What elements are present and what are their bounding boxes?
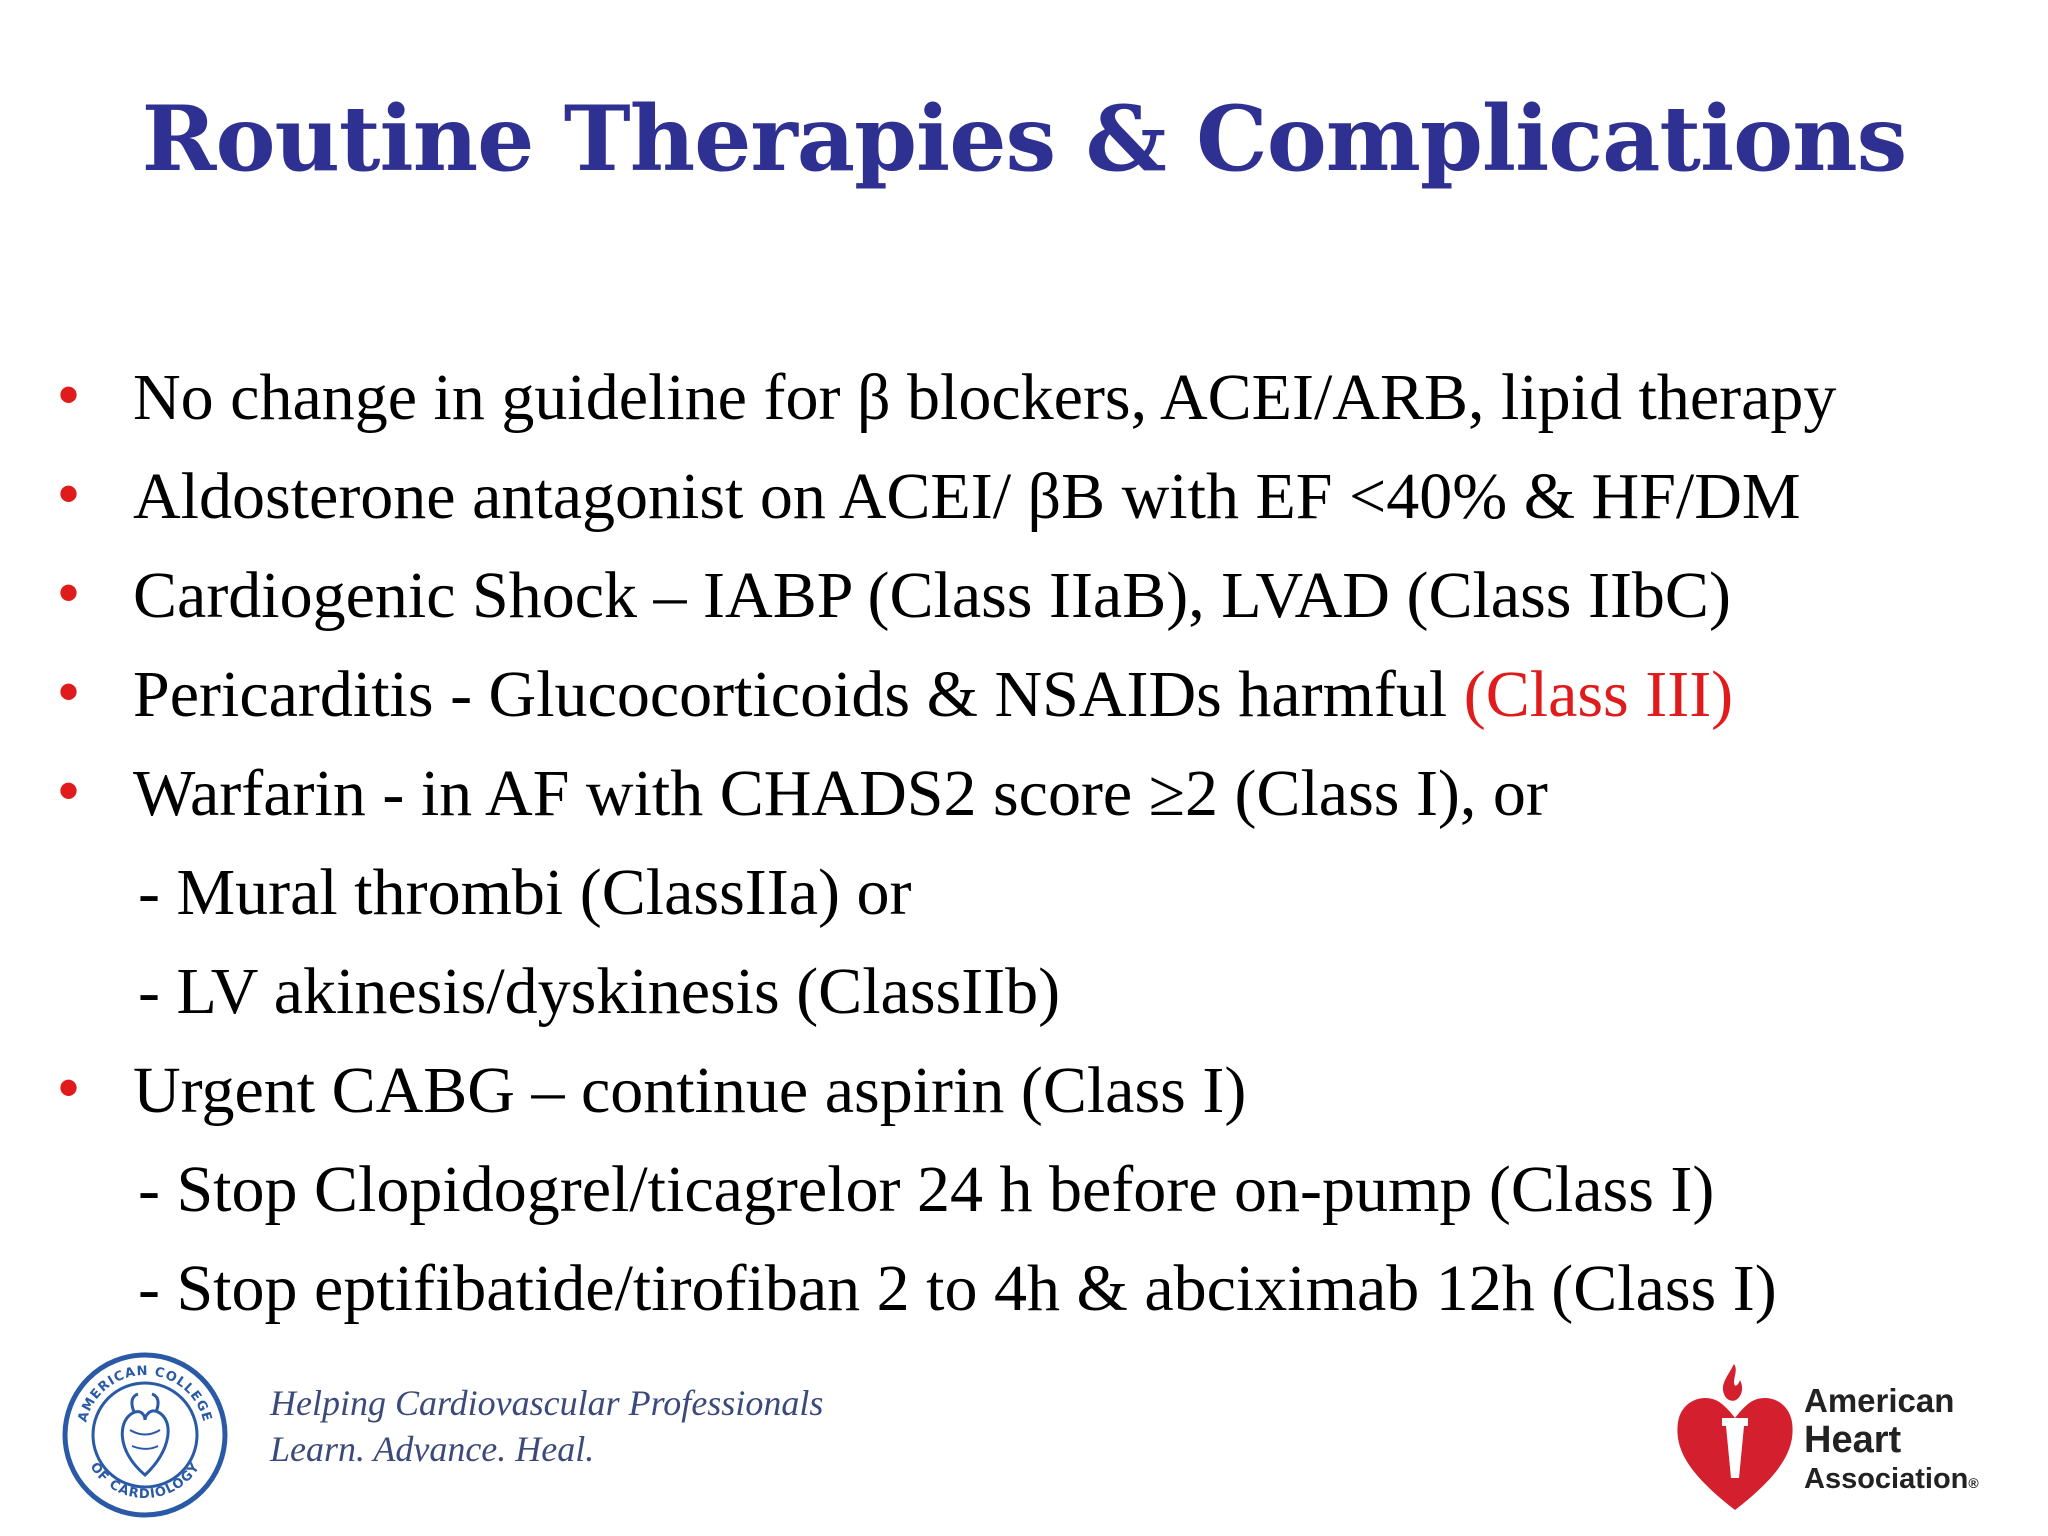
slide-title: Routine Therapies & Complications [141,86,1907,192]
acc-seal-logo [60,1350,230,1520]
sub-text: - LV akinesis/dyskinesis (ClassIIb) [138,955,1061,1028]
sub-text: - Mural thrombi (ClassIIa) or [138,856,912,929]
acc-footer [60,1350,824,1520]
aha-heart-torch-logo [1670,1360,1800,1520]
bullet-dot: • [58,460,80,527]
bullet-text-main: Pericarditis - Glucocorticoids & NSAIDs harmful [133,658,1464,731]
sub-line [0,954,2048,1050]
bullet-dot: • [58,559,80,626]
sub-text: - Stop eptifibatide/tirofiban 2 to 4h & abciximab 12h (Class I) [138,1252,1777,1325]
bullet-dot: • [58,1054,80,1121]
acc-tagline [270,1380,823,1472]
bullet-dot: • [58,757,80,824]
aha-line2: Heart [1804,1419,1902,1461]
bullet-line [0,360,2048,456]
sub-text: - Stop Clopidogrel/ticagrelor 24 h before on-pump (Class I) [138,1153,1715,1226]
aha-registered-mark: ® [1968,1475,1979,1491]
bullet-text: Aldosterone antagonist on ACEI/ βB with EF <40% & HF/DM [133,460,1801,533]
bullet-line [0,657,2048,753]
acc-tagline-line2: Learn. Advance. Heal. [270,1429,595,1469]
aha-line3-wrap [1804,1460,1979,1502]
bullet-text: Cardiogenic Shock – IABP (Class IIaB), LVAD (Class IIbC) [133,559,1731,632]
bullet-text [133,657,1733,733]
bullet-line [0,558,2048,654]
bullet-dot: • [58,658,80,725]
seal-text-bottom: OF CARDIOLOGY [86,1459,204,1503]
seal-text-top: AMERICAN COLLEGE [75,1363,215,1424]
bullet-text: Urgent CABG – continue aspirin (Class I) [133,1054,1247,1127]
acc-tagline-line1: Helping Cardiovascular Professionals [270,1383,824,1423]
bullet-line [0,459,2048,555]
bullet-line [0,756,2048,852]
sub-line [0,1251,2048,1347]
sub-line [0,855,2048,951]
aha-line1: American [1804,1382,1955,1419]
aha-wordmark [1804,1382,1979,1502]
class-iii-highlight: (Class III) [1463,658,1734,731]
bullet-dot: • [58,361,80,428]
aha-line3: Association [1804,1463,1969,1495]
bullet-text: No change in guideline for β blockers, ACEI/ARB, lipid therapy [133,361,1837,434]
aha-footer [1670,1360,2030,1520]
bullet-text: Warfarin - in AF with CHADS2 score ≥2 (Class I), or [133,757,1548,830]
bullet-line [0,1053,2048,1149]
sub-line [0,1152,2048,1248]
